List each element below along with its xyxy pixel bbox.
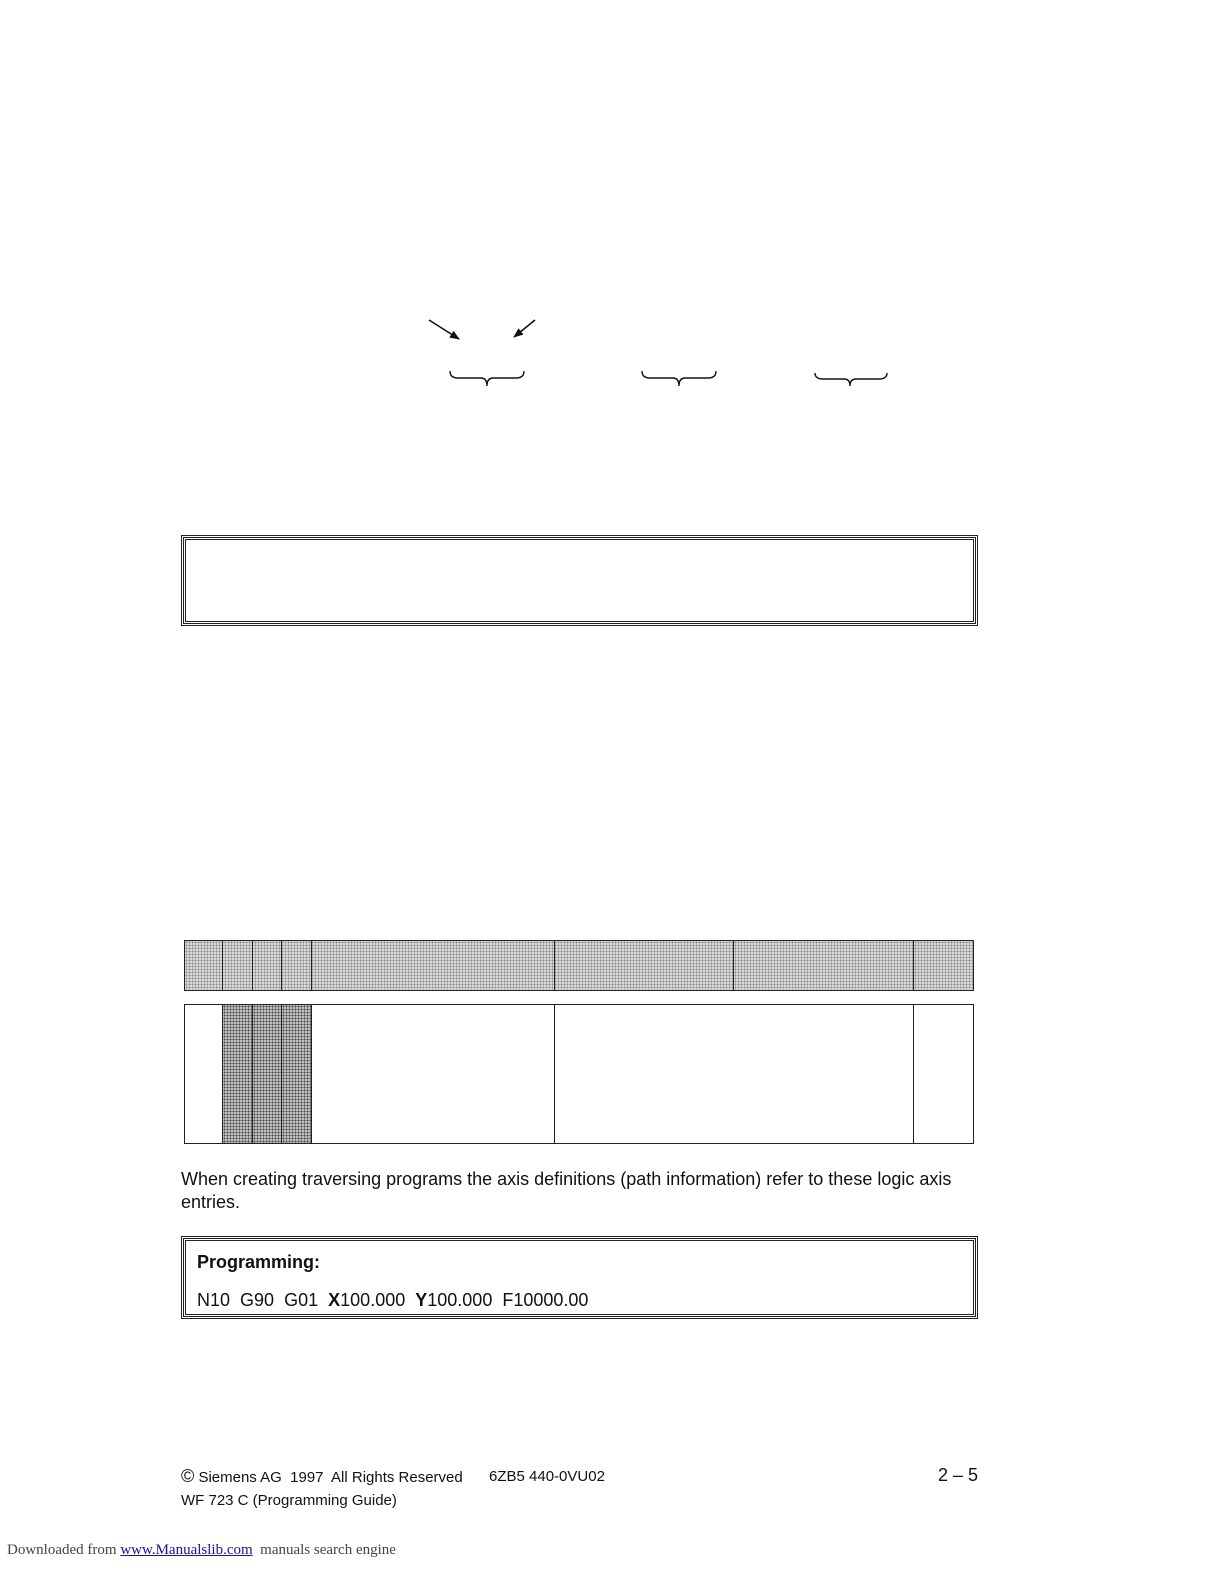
body-cell-shaded <box>282 1005 312 1143</box>
header-cell <box>734 941 914 990</box>
header-cell <box>312 941 555 990</box>
header-cell <box>185 941 223 990</box>
body-cell <box>555 1005 914 1143</box>
brace-3 <box>815 373 887 386</box>
manualslib-footer <box>7 1542 396 1559</box>
brace-1 <box>450 371 524 386</box>
copyright-icon: © <box>181 1466 195 1486</box>
manualslib-suffix: manuals search engine <box>260 1542 396 1558</box>
code-n: N10 <box>197 1290 231 1310</box>
code-g90: G90 <box>240 1290 275 1310</box>
empty-frame-box <box>181 535 978 626</box>
header-cell <box>282 941 312 990</box>
header-cell <box>555 941 734 990</box>
footer-guide-title: WF 723 C (Programming Guide) <box>181 1492 397 1509</box>
body-cell <box>312 1005 555 1143</box>
programming-code <box>197 1290 588 1311</box>
programming-title: Programming: <box>197 1252 321 1272</box>
header-cell <box>253 941 282 990</box>
code-x-letter: X <box>328 1290 341 1310</box>
page-number: 2 – 5 <box>938 1465 979 1485</box>
copyright-text: Siemens AG 1997 All Rights Reserved <box>198 1469 463 1486</box>
footer-order-number: 6ZB5 440-0VU02 <box>489 1468 605 1485</box>
header-cell <box>223 941 253 990</box>
body-cell-shaded <box>253 1005 282 1143</box>
manualslib-link[interactable]: www.Manualslib.com <box>120 1542 253 1558</box>
diagram-arrows-braces <box>0 0 1224 420</box>
axis-table-header-row <box>184 940 974 991</box>
code-y-value: 100.000 <box>427 1290 493 1310</box>
code-y-letter: Y <box>415 1290 428 1310</box>
body-cell-shaded <box>223 1005 253 1143</box>
manualslib-prefix: Downloaded from <box>7 1542 117 1558</box>
footer-copyright <box>181 1466 463 1487</box>
paragraph-text: When creating traversing programs the axis definitions (path information) refer to these logic axis entries. <box>181 1169 952 1212</box>
arrow-left <box>429 320 459 339</box>
arrow-right <box>514 320 535 337</box>
body-cell <box>185 1005 223 1143</box>
axis-table-body <box>184 1004 974 1144</box>
code-x-value: 100.000 <box>340 1290 406 1310</box>
brace-2 <box>642 371 716 386</box>
code-feed: F10000.00 <box>502 1290 589 1310</box>
code-g01: G01 <box>284 1290 319 1310</box>
programming-box <box>181 1236 978 1319</box>
